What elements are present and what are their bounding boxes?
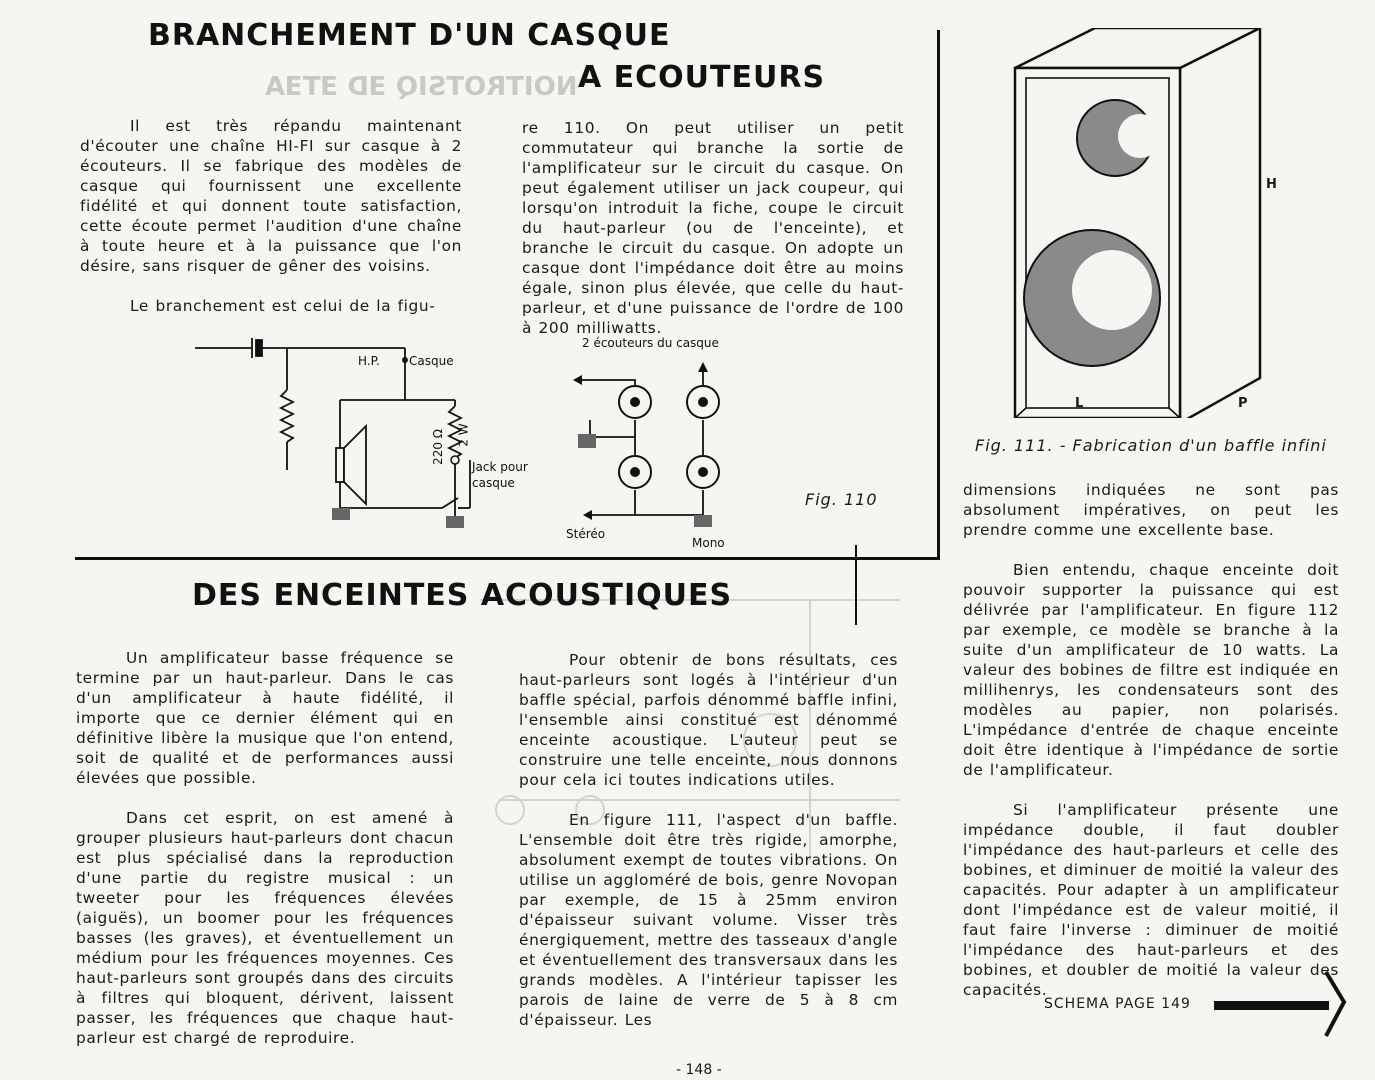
enceintes-paragraph-1: Un amplificateur basse fréquence se termine par un haut-parleur. Dans le cas d'un amplificateur à haute fidélité, il importe que ce dernier élément qui en définitive libère la musique que l'on entend, soit de qualité et de performances aussi élevées que possible.: [76, 649, 454, 787]
page-number: - 148 -: [676, 1062, 722, 1078]
divider-horizontal-center: [75, 557, 940, 560]
fig110-jacks-diagram: [570, 340, 750, 535]
fig110-jack-contact: [451, 456, 459, 464]
fig110-ground-symbol: [694, 515, 712, 527]
fig111-label-l: L: [1075, 396, 1084, 411]
fig111-baffle-drawing: [1000, 28, 1280, 418]
title-casque-line1: BRANCHEMENT D'UN CASQUE: [148, 18, 671, 53]
fig110-label-resistance: 220 Ω: [430, 429, 445, 465]
enceintes-column-right: [963, 480, 1339, 1000]
next-page-arrow-icon: [1310, 968, 1350, 1040]
enceintes-column-left: [76, 648, 454, 1048]
casque-paragraph-1: Il est très répandu maintenant d'écouter une chaîne HI-FI sur casque à 2 écouteurs. Il se fabrique des modèles de casque qui fournissent une excellente fidélité et qui donnent toute satisfaction, cette écoute permet l'audition d'une chaîne à toute heure et à la puissance que l'on désire, sans risquer de gêner des voisins.: [80, 117, 462, 275]
footer-schema-page: SCHEMA PAGE 149: [1044, 996, 1191, 1012]
enceintes-paragraph-4: En figure 111, l'aspect d'un baffle. L'ensemble doit être très rigide, amorphe, absolument exempt de toutes vibrations. On utilise un aggloméré de bois, genre Novopan par exemple, de 15 à 25mm environ d'épaisseur suivant volume. Visser très énergiquement, mettre des tasseaux d'angle et éventuellement des transversaux dans les grands modèles. A l'intérieur tapisser les parois de laine de verre de 5 à 8 cm d'épaisseur. Les: [519, 811, 898, 1029]
enceintes-paragraph-7: Si l'amplificateur présente une impédance double, il faut doubler l'impédance des haut-parleurs et celle des bobines, et diminuer de moitié la valeur des capacités. Pour adapter à un amplificateur dont l'impédance est de valeur moitié, il faut faire l'inverse : diminuer de moitié l'impédance des haut-parleurs et des bobines, et doubler de moitié la valeur des capacités.: [963, 801, 1339, 999]
fig110-label-power: 2 W: [456, 423, 471, 447]
fig110-label-two-ecouteurs: 2 écouteurs du casque: [582, 336, 719, 350]
divider-vertical-thin: [855, 545, 857, 625]
enceintes-paragraph-6: Bien entendu, chaque enceinte doit pouvoir supporter la puissance qui est délivrée par l'amplificateur. En figure 112 par exemple, ce modèle se branche à la suite d'un amplificateur de 10 watts. La valeur des bobines de filtre est indiquée en millihenrys, les condensateurs sont des modèles au papier, non polarisés. L'impédance d'entrée de chaque enceinte doit être identique à l'impédance de sortie de l'amplificateur.: [963, 561, 1339, 779]
show-through-ghost-title: NOITROTSIQ ƎD ƎTƎA: [265, 72, 578, 102]
enceintes-paragraph-3: Pour obtenir de bons résultats, ces haut-parleurs sont logés à l'intérieur d'un baffle spécial, parfois dénommé baffle infini, l'ensemble ainsi constitué est dénommé enceinte acoustique. L'auteur peut se construire une telle enceinte, nous donnons pour cela ici toutes indications utiles.: [519, 651, 898, 789]
fig110-label-mono: Mono: [692, 536, 725, 550]
fig111-label-h: H: [1266, 177, 1277, 192]
fig110-label-jack-2: casque: [472, 476, 515, 490]
casque-paragraph-2: Le branchement est celui de la figu-: [130, 297, 436, 315]
fig110-caption: Fig. 110: [805, 490, 878, 509]
fig110-label-stereo: Stéréo: [566, 527, 606, 541]
fig110-node-dot: [402, 357, 408, 363]
fig110-ground-symbol: [578, 434, 596, 448]
casque-column-2: [522, 118, 904, 338]
casque-column-1: [80, 116, 462, 316]
fig111-label-p: P: [1238, 396, 1248, 411]
fig110-label-jack-1: Jack pour: [472, 460, 528, 474]
divider-vertical-center: [937, 30, 940, 560]
title-casque-line2: A ECOUTEURS: [578, 60, 826, 95]
enceintes-column-middle: [519, 650, 898, 1030]
title-enceintes: DES ENCEINTES ACOUSTIQUES: [192, 578, 733, 613]
fig110-ground-symbol: [332, 508, 350, 520]
fig110-label-casque: Casque: [409, 354, 454, 368]
fig110-label-hp: H.P.: [358, 354, 380, 368]
casque-paragraph-3: re 110. On peut utiliser un petit commutateur qui branche la sortie de l'amplificateur sur le circuit du casque. On peut également utiliser un jack coupeur, qui lorsqu'on introduit la fiche, coupe le circuit du haut-parleur (ou de l'enceinte), et branche le circuit du casque. On adopte un casque dont l'impédance doit être au moins égale, sinon plus élevée, que celle du haut-parleur, et d'une puissance de l'ordre de 100 à 200 milliwatts.: [522, 119, 904, 337]
fig111-caption: Fig. 111. - Fabrication d'un baffle infini: [975, 436, 1327, 455]
enceintes-paragraph-5: dimensions indiquées ne sont pas absolument impératives, on peut les prendre comme une excellente base.: [963, 481, 1339, 539]
fig110-ground-symbol: [446, 516, 464, 528]
enceintes-paragraph-2: Dans cet esprit, on est amené à grouper plusieurs haut-parleurs dont chacun est plus spécialisé dans la reproduction d'une partie du registre musical : un tweeter pour les fréquences élevées (aiguës), un boomer pour les fréquences basses (les graves), et éventuellement un médium pour les fréquences moyennes. Ces haut-parleurs sont groupés dans des circuits à filtres qui bloquent, dérivent, laissent passer, les fréquences que chaque haut-parleur est chargé de reproduire.: [76, 809, 454, 1047]
